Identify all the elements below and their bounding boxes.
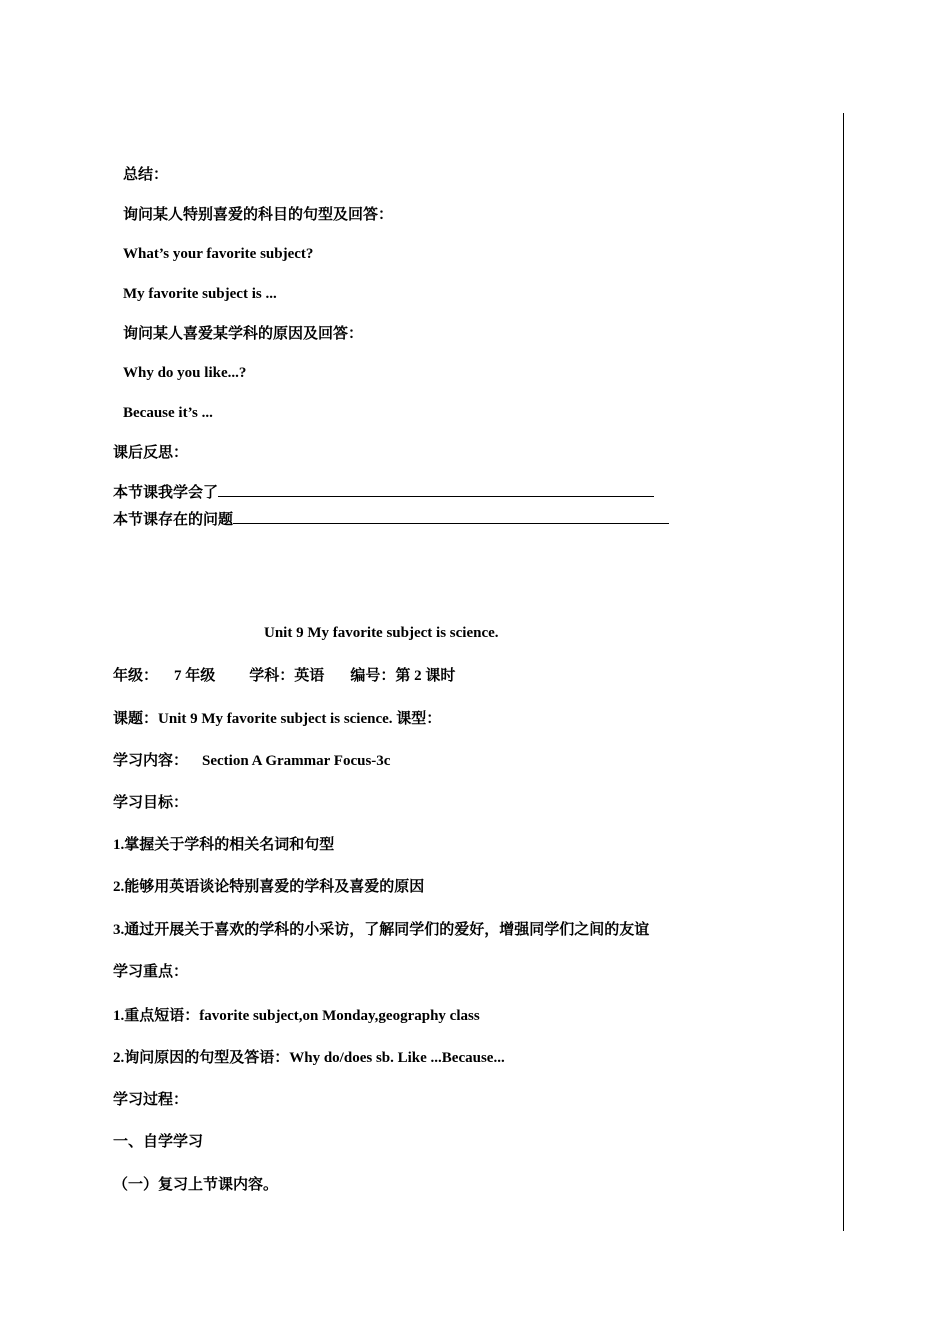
- lesson-topic-line: [113, 709, 441, 729]
- summary-q1-heading: 询问某人特别喜爱的科目的句型及回答：: [123, 207, 394, 223]
- content-label: 学习内容：: [113, 753, 189, 769]
- topic-label: 课题：: [113, 711, 159, 727]
- page-margin-rule: [843, 113, 844, 1231]
- content-value: Section A Grammar Focus-3c: [202, 753, 391, 769]
- focus-item-1: 1.重点短语：favorite subject,on Monday,geography class: [113, 1008, 480, 1024]
- goal-item-3: 3.通过开展关于喜欢的学科的小采访，了解同学们的爱好，增强同学们之间的友谊: [113, 922, 650, 938]
- topic-value: Unit 9 My favorite subject is science.: [158, 711, 393, 727]
- lesson-content-line: [113, 751, 390, 771]
- lesson-title: Unit 9 My favorite subject is science.: [264, 625, 499, 641]
- reflection-learned-label: 本节课我学会了: [113, 485, 219, 501]
- grade-label: 年级：: [113, 668, 159, 684]
- summary-q1-line1: What’s your favorite subject?: [123, 246, 314, 262]
- process-heading: 学习过程：: [113, 1092, 189, 1108]
- summary-q2-heading: 询问某人喜爱某学科的原因及回答：: [123, 326, 364, 342]
- problems-blank: [233, 507, 669, 524]
- lesson-meta-line: [113, 666, 455, 686]
- focus-item-2: 2.询问原因的句型及答语：Why do/does sb. Like ...Because...: [113, 1050, 505, 1066]
- review-heading: （一）复习上节课内容。: [113, 1177, 279, 1193]
- goal-item-1: 1.掌握关于学科的相关名词和句型: [113, 837, 335, 853]
- summary-heading: 总结：: [123, 167, 169, 183]
- number-value: 第 2 课时: [395, 668, 456, 684]
- type-label: 课型：: [396, 711, 442, 727]
- learned-blank: [218, 480, 654, 497]
- self-study-heading: 一、自学学习: [113, 1134, 204, 1150]
- subject-label: 学科：: [249, 668, 295, 684]
- focus-heading: 学习重点：: [113, 964, 189, 980]
- number-label: 编号：: [350, 668, 396, 684]
- subject-value: 英语: [294, 668, 325, 684]
- grade-value: 7 年级: [174, 668, 216, 684]
- reflection-heading: 课后反思：: [113, 445, 189, 461]
- summary-q2-line1: Why do you like...?: [123, 365, 247, 381]
- goal-item-2: 2.能够用英语谈论特别喜爱的学科及喜爱的原因: [113, 879, 425, 895]
- goals-heading: 学习目标：: [113, 795, 189, 811]
- reflection-learned-line: [113, 480, 654, 503]
- reflection-problems-label: 本节课存在的问题: [113, 512, 234, 528]
- summary-q1-line2: My favorite subject is ...: [123, 286, 277, 302]
- reflection-problems-line: [113, 507, 669, 530]
- summary-q2-line2: Because it’s ...: [123, 405, 213, 421]
